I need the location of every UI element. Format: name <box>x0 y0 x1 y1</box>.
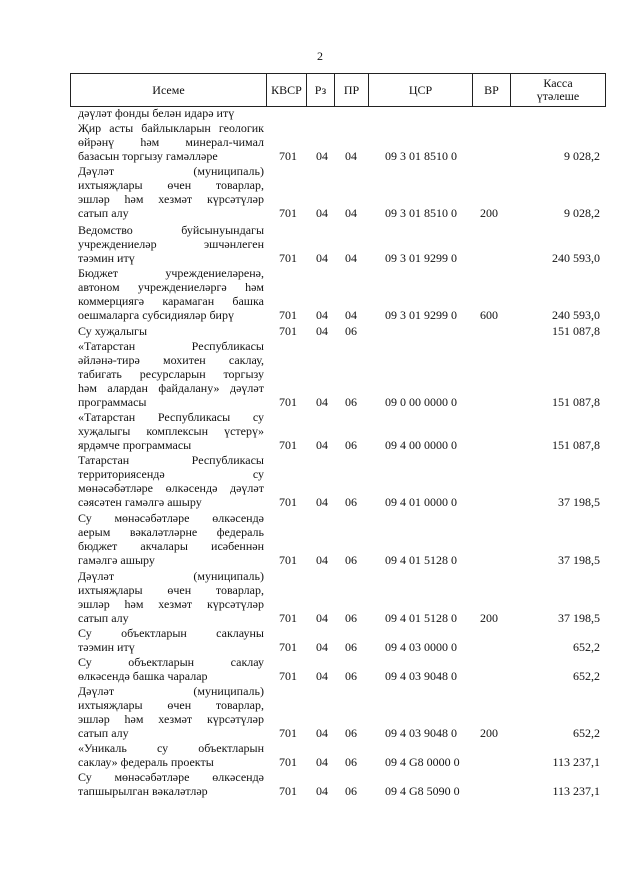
row-kvsr: 701 <box>279 640 297 654</box>
row-name-line: Җир асты байлыкларын геологик <box>78 121 264 135</box>
row-pr: 06 <box>345 324 357 338</box>
header-csr: ЦСР <box>368 74 472 106</box>
row-name-line: бюджет акчалары исәбеннән <box>78 539 264 553</box>
header-kassa <box>510 74 606 106</box>
row-name-line: Су объектларын саклау <box>78 655 264 669</box>
table-row <box>0 324 640 338</box>
row-sum: 151 087,8 <box>552 395 600 409</box>
row-pr: 06 <box>345 640 357 654</box>
row-pr: 04 <box>345 149 357 163</box>
row-name-line: оешмаларга субсидияләр бирү <box>78 308 234 322</box>
row-csr: 09 4 03 0000 0 <box>385 640 457 654</box>
row-rz: 04 <box>316 395 328 409</box>
row-name <box>78 223 264 265</box>
row-pr: 06 <box>345 438 357 452</box>
row-name-line: «Уникаль су объектларын <box>78 741 264 755</box>
row-name-line: базасын торгызу гамәлләре <box>78 149 218 163</box>
row-name-line: ихтыяҗлары өчен товарлар, <box>78 583 264 597</box>
row-csr: 09 3 01 9299 0 <box>385 308 457 322</box>
row-kvsr: 701 <box>279 726 297 740</box>
row-name-line: тәэмин итү <box>78 640 135 654</box>
row-rz: 04 <box>316 324 328 338</box>
row-csr: 09 4 01 5128 0 <box>385 611 457 625</box>
row-name-line: сатып алу <box>78 726 129 740</box>
row-sum: 9 028,2 <box>564 206 600 220</box>
row-name-line: ихтыяҗлары өчен товарлар, <box>78 178 264 192</box>
table-row <box>0 626 640 654</box>
row-name <box>78 339 264 409</box>
table-row <box>0 339 640 409</box>
row-name-line: Су мөнәсәбәтләре өлкәсендә <box>78 770 264 784</box>
row-sum: 652,2 <box>573 669 600 683</box>
row-rz: 04 <box>316 251 328 265</box>
row-kvsr: 701 <box>279 784 297 798</box>
row-name-line: сәясәтен гамәлгә ашыру <box>78 495 202 509</box>
row-pr: 04 <box>345 308 357 322</box>
row-sum: 151 087,8 <box>552 438 600 452</box>
table-row <box>0 164 640 220</box>
row-csr: 09 3 01 8510 0 <box>385 206 457 220</box>
header-name: Исеме <box>70 74 266 106</box>
table-row <box>0 106 640 120</box>
row-vr: 600 <box>480 308 498 322</box>
row-csr: 09 4 03 9048 0 <box>385 669 457 683</box>
row-csr: 09 4 G8 5090 0 <box>385 784 460 798</box>
row-name-line: табигать ресурсларын торгызу <box>78 367 264 381</box>
row-name-line: гамәлгә ашыру <box>78 553 155 567</box>
row-name <box>78 164 264 220</box>
row-rz: 04 <box>316 726 328 740</box>
row-name-line: дәүләт фонды белән идарә итү <box>78 106 235 120</box>
row-rz: 04 <box>316 553 328 567</box>
row-name-line: коммерциягә карамаган башка <box>78 294 264 308</box>
row-rz: 04 <box>316 640 328 654</box>
header-vr: ВР <box>472 74 510 106</box>
row-csr: 09 3 01 9299 0 <box>385 251 457 265</box>
row-name <box>78 626 264 654</box>
row-sum: 9 028,2 <box>564 149 600 163</box>
row-csr: 09 3 01 8510 0 <box>385 149 457 163</box>
row-name <box>78 741 264 769</box>
row-rz: 04 <box>316 438 328 452</box>
row-name <box>78 106 264 120</box>
row-name-line: саклау» федераль проекты <box>78 755 214 769</box>
row-vr: 200 <box>480 726 498 740</box>
row-name-line: автоном учреждениеләргә һәм <box>78 280 264 294</box>
table-row <box>0 511 640 567</box>
row-name-line: Дәүләт (муниципаль) <box>78 569 264 583</box>
row-name <box>78 569 264 625</box>
row-name <box>78 266 264 322</box>
row-rz: 04 <box>316 669 328 683</box>
row-name-line: һәм алардан файдалану» дәүләт <box>78 381 264 395</box>
row-name <box>78 453 264 509</box>
row-kvsr: 701 <box>279 553 297 567</box>
row-rz: 04 <box>316 206 328 220</box>
row-kvsr: 701 <box>279 206 297 220</box>
row-kvsr: 701 <box>279 308 297 322</box>
row-sum: 151 087,8 <box>552 324 600 338</box>
row-pr: 06 <box>345 611 357 625</box>
header-kvsr: КВСР <box>266 74 306 106</box>
row-rz: 04 <box>316 149 328 163</box>
row-name-line: Татарстан Республикасы <box>78 453 264 467</box>
row-name <box>78 511 264 567</box>
row-kvsr: 701 <box>279 251 297 265</box>
header-kassa-line2: үтәлеше <box>536 89 580 103</box>
row-name-line: «Татарстан Республикасы су <box>78 410 264 424</box>
row-pr: 06 <box>345 553 357 567</box>
row-pr: 06 <box>345 755 357 769</box>
row-kvsr: 701 <box>279 324 297 338</box>
row-sum: 240 593,0 <box>552 251 600 265</box>
row-kvsr: 701 <box>279 669 297 683</box>
table-header <box>70 73 606 107</box>
table-row <box>0 121 640 163</box>
row-sum: 37 198,5 <box>558 495 600 509</box>
row-name-line: сатып алу <box>78 611 129 625</box>
row-name-line: аерым вәкаләтләрне федераль <box>78 525 264 539</box>
row-name-line: программасы <box>78 395 147 409</box>
row-name <box>78 655 264 683</box>
row-pr: 04 <box>345 206 357 220</box>
row-name-line: ихтыяҗлары өчен товарлар, <box>78 698 264 712</box>
row-pr: 04 <box>345 251 357 265</box>
table-row <box>0 770 640 798</box>
header-rz: Рз <box>306 74 334 106</box>
row-name-line: тәэмин итү <box>78 251 135 265</box>
table-row <box>0 453 640 509</box>
table-row <box>0 410 640 452</box>
row-kvsr: 701 <box>279 149 297 163</box>
row-name-line: Ведомство буйсынуындагы <box>78 223 264 237</box>
row-kvsr: 701 <box>279 611 297 625</box>
row-name <box>78 684 264 740</box>
row-rz: 04 <box>316 784 328 798</box>
header-pr: ПР <box>334 74 368 106</box>
row-name-line: Бюджет учреждениеләренә, <box>78 266 264 280</box>
row-name-line: территориясендә су <box>78 467 264 481</box>
row-sum: 37 198,5 <box>558 611 600 625</box>
row-name <box>78 121 264 163</box>
row-name-line: учреждениеләр эшчәнлеген <box>78 237 264 251</box>
row-name <box>78 410 264 452</box>
row-sum: 37 198,5 <box>558 553 600 567</box>
row-csr: 09 4 G8 0000 0 <box>385 755 460 769</box>
row-csr: 09 4 00 0000 0 <box>385 438 457 452</box>
row-rz: 04 <box>316 755 328 769</box>
row-sum: 113 237,1 <box>552 784 600 798</box>
row-csr: 09 4 01 5128 0 <box>385 553 457 567</box>
row-rz: 04 <box>316 308 328 322</box>
row-name-line: Дәүләт (муниципаль) <box>78 684 264 698</box>
row-kvsr: 701 <box>279 438 297 452</box>
row-csr: 09 4 03 9048 0 <box>385 726 457 740</box>
row-name-line: эшләр һәм хезмәт күрсәтүләр <box>78 712 264 726</box>
row-pr: 06 <box>345 395 357 409</box>
row-name-line: «Татарстан Республикасы <box>78 339 264 353</box>
row-name-line: Су объектларын саклауны <box>78 626 264 640</box>
row-name-line: Дәүләт (муниципаль) <box>78 164 264 178</box>
row-kvsr: 701 <box>279 495 297 509</box>
row-name-line: хуҗалыгы комплексын үстерү» <box>78 424 264 438</box>
page-number: 2 <box>317 49 323 63</box>
row-pr: 06 <box>345 669 357 683</box>
row-name <box>78 770 264 798</box>
row-name-line: Су хуҗалыгы <box>78 324 148 338</box>
row-csr: 09 0 00 0000 0 <box>385 395 457 409</box>
row-name-line: сатып алу <box>78 206 129 220</box>
row-sum: 652,2 <box>573 640 600 654</box>
row-csr: 09 4 01 0000 0 <box>385 495 457 509</box>
table-row <box>0 684 640 740</box>
row-pr: 06 <box>345 784 357 798</box>
table-row <box>0 741 640 769</box>
row-name <box>78 324 264 338</box>
row-kvsr: 701 <box>279 755 297 769</box>
header-kassa-line1: Касса <box>543 76 573 90</box>
row-name-line: тапшырылган вәкаләтләр <box>78 784 208 798</box>
row-sum: 113 237,1 <box>552 755 600 769</box>
row-name-line: өйрәнү һәм минерал-чимал <box>78 135 264 149</box>
table-row <box>0 223 640 265</box>
row-vr: 200 <box>480 611 498 625</box>
row-name-line: әйләнә-тирә мохитен саклау, <box>78 353 264 367</box>
row-name-line: өлкәсендә башка чаралар <box>78 669 208 683</box>
row-sum: 652,2 <box>573 726 600 740</box>
row-name-line: эшләр һәм хезмәт күрсәтүләр <box>78 192 264 206</box>
table-row <box>0 266 640 322</box>
row-name-line: мөнәсәбәтләре өлкәсендә дәүләт <box>78 481 264 495</box>
row-name-line: эшләр һәм хезмәт күрсәтүләр <box>78 597 264 611</box>
row-kvsr: 701 <box>279 395 297 409</box>
row-rz: 04 <box>316 495 328 509</box>
row-sum: 240 593,0 <box>552 308 600 322</box>
row-pr: 06 <box>345 726 357 740</box>
row-name-line: ярдәмче программасы <box>78 438 192 452</box>
table-row <box>0 569 640 625</box>
row-name-line: Су мөнәсәбәтләре өлкәсендә <box>78 511 264 525</box>
row-vr: 200 <box>480 206 498 220</box>
table-row <box>0 655 640 683</box>
row-rz: 04 <box>316 611 328 625</box>
row-pr: 06 <box>345 495 357 509</box>
